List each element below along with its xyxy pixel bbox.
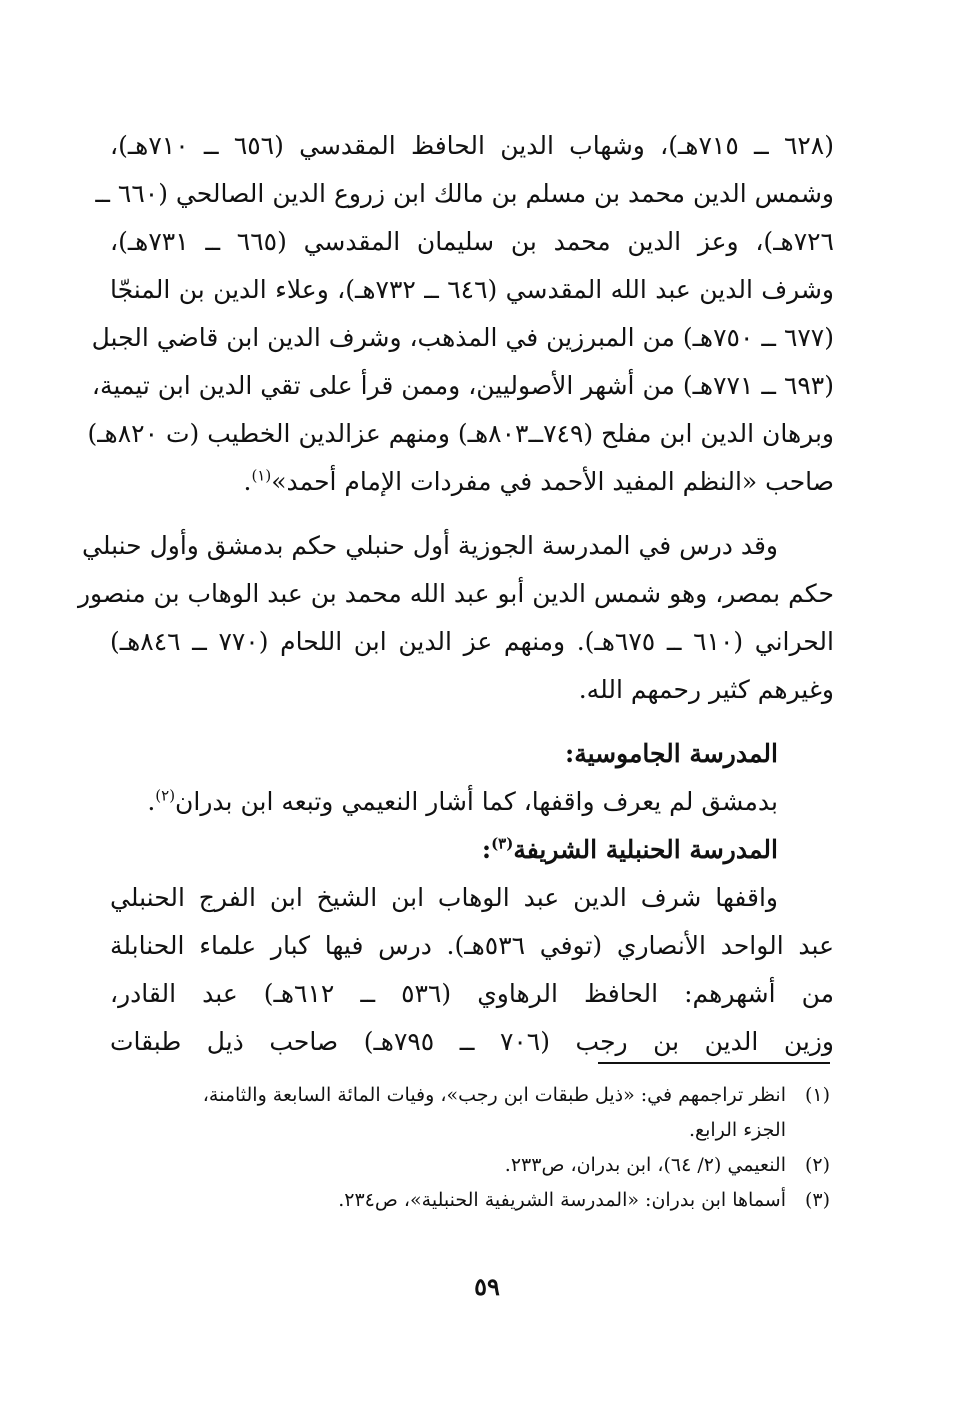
text-line: (٦٧٧ ــ ٧٥٠هـ) من المبرزين في المذهب، وشرف الدين ابن قاضي الجبل bbox=[91, 323, 834, 352]
text-line: وشرف الدين عبد الله المقدسي (٦٤٦ ــ ٧٣٢هـ)، وعلاء الدين بن المنجّا bbox=[110, 275, 834, 304]
page-number: ٥٩ bbox=[474, 1272, 500, 1301]
footnote-text: النعيمي (٢/ ٦٤)، ابن بدران، ص٢٣٣. bbox=[504, 1154, 786, 1176]
paragraph-1 bbox=[87, 122, 835, 506]
footnote-separator bbox=[598, 1062, 830, 1064]
paragraph-gap bbox=[110, 714, 834, 730]
footnote-marker: (١) bbox=[251, 466, 272, 485]
footnote-marker: (٢) bbox=[155, 786, 176, 805]
footnote-text: انظر تراجمهم في: «ذيل طبقات ابن رجب»، وفيات المائة السابعة والثامنة، bbox=[202, 1084, 786, 1106]
text-line: (٦٩٣ ــ ٧٧١هـ) من أشهر الأصوليين، وممن قرأ على تقي الدين ابن تيمية، bbox=[91, 371, 834, 400]
text-line: من أشهرهم: الحافظ الرهاوي (٥٣٦ ــ ٦١٢هـ) عبد القادر، bbox=[110, 979, 835, 1008]
paragraph-2 bbox=[77, 522, 834, 714]
footnote-marker: (٣) bbox=[491, 834, 514, 853]
text-line: (٦٢٨ ــ ٧١٥هـ)، وشهاب الدين الحافظ المقدسي (٦٥٦ ــ ٧١٠هـ)، bbox=[110, 131, 835, 160]
footnotes bbox=[110, 1078, 830, 1218]
text-line: عبد الواحد الأنصاري (توفي ٥٣٦هـ). درس فيها كبار علماء الحنابلة bbox=[110, 931, 834, 960]
footnote-number: (٢) bbox=[804, 1154, 830, 1176]
text-fragment: بدمشق لم يعرف واقفها، كما أشار النعيمي وتبعه ابن بدران bbox=[175, 787, 778, 816]
paragraph-gap bbox=[110, 506, 834, 522]
text-line: وزين الدين بن رجب (٧٠٦ ــ ٧٩٥هـ) صاحب ذيل طبقات bbox=[110, 1027, 834, 1056]
section-heading-jamusiya: المدرسة الجاموسية: bbox=[564, 739, 778, 768]
footnote-text: أسماها ابن بدران: «المدرسة الشريفية الحنبلية»، ص٢٣٤. bbox=[338, 1189, 786, 1211]
text-line: الحراني (٦١٠ ــ ٦٧٥هـ). ومنهم عز الدين ابن اللحام (٧٧٠ ــ ٨٤٦هـ) bbox=[110, 627, 834, 656]
footnote-3 bbox=[110, 1183, 830, 1218]
heading-text: المدرسة الحنبلية الشريفة bbox=[513, 835, 778, 864]
section-heading-sharifa bbox=[110, 826, 834, 874]
text-line: وشمس الدين محمد بن مسلم بن مالك ابن زروع الدين الصالحي (٦٦٠ ــ bbox=[95, 179, 834, 208]
main-text bbox=[77, 122, 835, 1066]
paragraph-3 bbox=[110, 778, 834, 826]
paragraph-4 bbox=[110, 874, 834, 1066]
text-fragment: صاحب «النظم المفيد الأحمد في مفردات الإمام أحمد» bbox=[271, 467, 834, 496]
footnote-number: (٣) bbox=[804, 1189, 830, 1211]
text-line bbox=[110, 458, 834, 506]
text-line: واقفها شرف الدين عبد الوهاب ابن الشيخ ابن الفرج الحنبلي bbox=[110, 883, 778, 912]
text-fragment: . bbox=[243, 467, 252, 496]
text-line: حكم بمصر، وهو شمس الدين أبو عبد الله محمد بن عبد الوهاب بن منصور bbox=[77, 579, 834, 608]
footnote-2 bbox=[110, 1148, 830, 1183]
text-line: وغيرهم كثير رحمهم الله. bbox=[578, 675, 834, 704]
text-line: ٧٢٦هـ)، وعز الدين محمد بن سليمان المقدسي (٦٦٥ ــ ٧٣١هـ)، bbox=[110, 227, 834, 256]
footnote-number: (١) bbox=[804, 1084, 830, 1106]
heading-end: : bbox=[481, 835, 492, 864]
text-line: وبرهان الدين ابن مفلح (٧٤٩ــ٨٠٣هـ) ومنهم عزالدين الخطيب (ت ٨٢٠هـ) bbox=[87, 419, 834, 448]
footnote-1-continued: الجزء الرابع. bbox=[688, 1119, 786, 1141]
footnote-1 bbox=[110, 1078, 830, 1113]
text-fragment: . bbox=[147, 787, 156, 816]
text-line: وقد درس في المدرسة الجوزية أول حنبلي حكم بدمشق وأول حنبلي bbox=[81, 531, 778, 560]
